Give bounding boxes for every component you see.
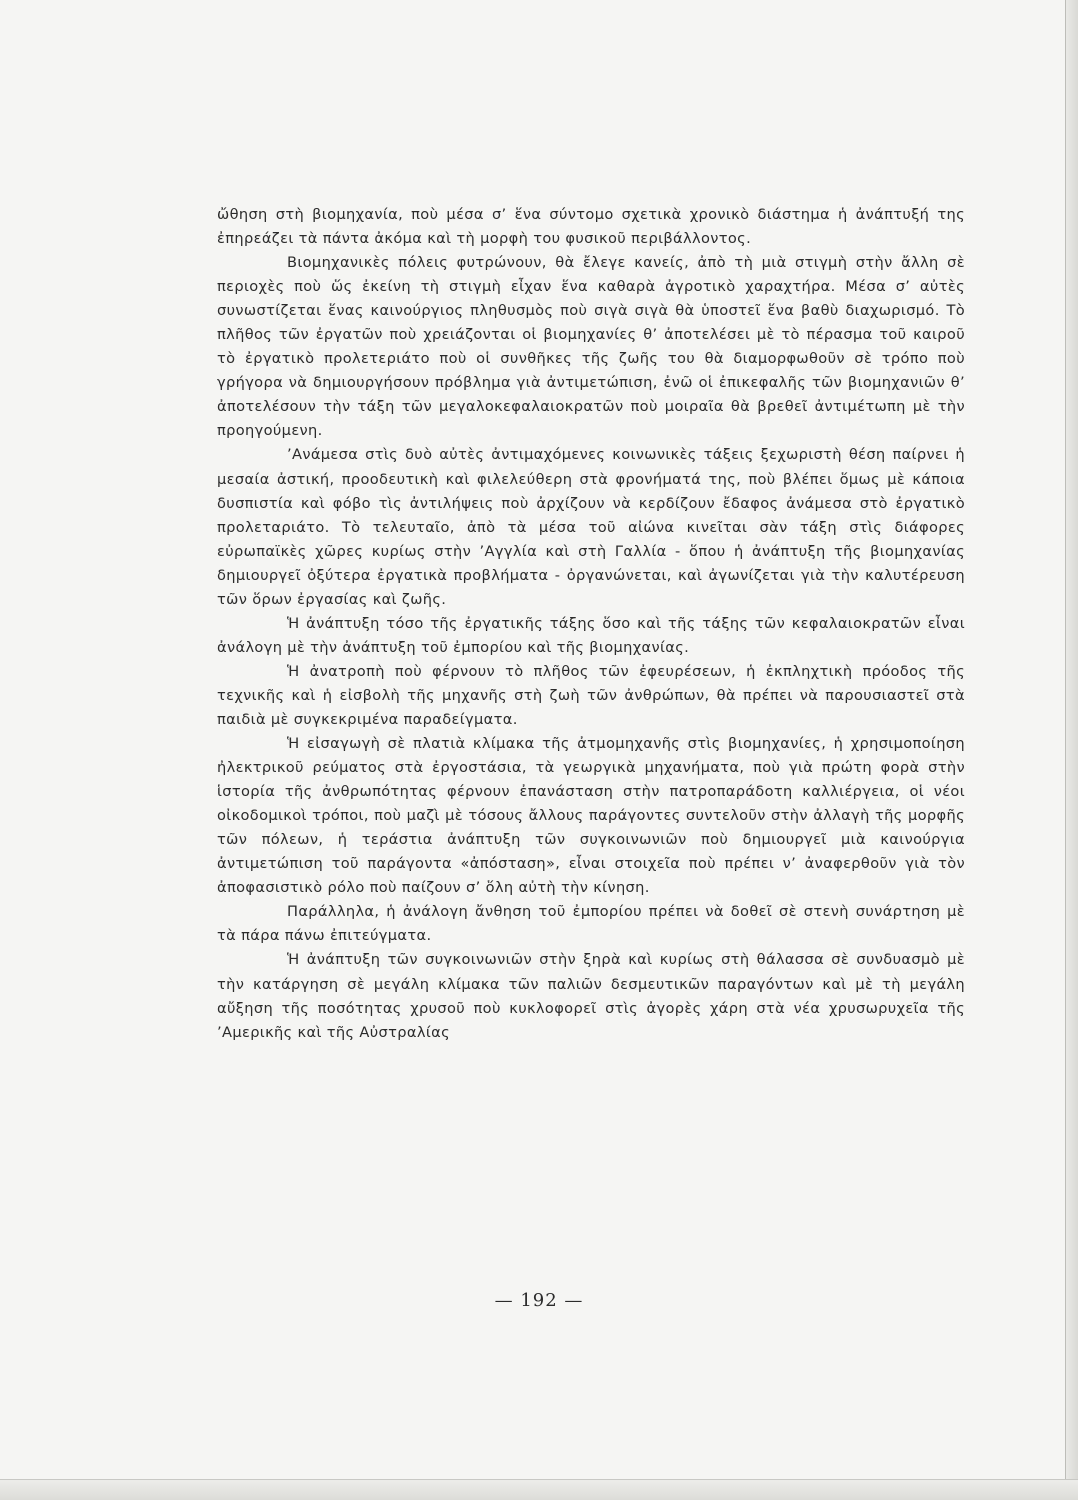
paragraph: Παράλληλα, ἡ ἀνάλογη ἄνθηση τοῦ ἐμπορίου πρέπει νὰ δοθεῖ σὲ στενὴ συνάρτηση μὲ τὰ πάρα πάνω ἐπιτεύγματα.: [217, 903, 965, 945]
page-edge-right: [1065, 0, 1078, 1500]
page-edge-bottom: [0, 1479, 1078, 1500]
paragraph: Ἡ ἀνάπτυξη τῶν συγκοινωνιῶν στὴν ξηρὰ καὶ κυρίως στὴ θάλασσα σὲ συνδυασμὸ μὲ τὴν κατάργηση σὲ μεγάλη κλίμακα τῶν παλιῶν δεσμευτικῶν παραγόντων καὶ μὲ τὴ μεγάλη αὔξηση τῆς ποσότητας χρυσοῦ ποὺ κυκλοφορεῖ στὶς ἀγορὲς χάρη στὰ νέα χρυσωρυχεῖα τῆς ’Αμερικῆς καὶ τῆς Αὐστραλίας: [217, 951, 965, 1041]
page-number: — 192 —: [494, 1290, 584, 1311]
paragraph-continuation: ὤθηση στὴ βιομηχανία, ποὺ μέσα σ’ ἕνα σύντομο σχετικὰ χρονικὸ διάστημα ἡ ἀνάπτυξή της ἐπηρεάζει τὰ πάντα ἀκόμα καὶ τὴ μορφὴ του φυσικοῦ περιβάλλοντος.: [217, 206, 965, 248]
paragraph: Ἡ ἀνάπτυξη τόσο τῆς ἐργατικῆς τάξης ὅσο καὶ τῆς τάξης τῶν κεφαλαιοκρατῶν εἶναι ἀνάλογη μὲ τὴν ἀνάπτυξη τοῦ ἐμπορίου καὶ τῆς βιομηχανίας.: [217, 614, 965, 656]
paragraph: Βιομηχανικὲς πόλεις φυτρώνουν, θὰ ἔλεγε κανείς, ἀπὸ τὴ μιὰ στιγμὴ στὴν ἄλλη σὲ περιοχὲς ποὺ ὥς ἐκείνη τὴ στιγμὴ εἶχαν ἕνα καθαρὰ ἀγροτικὸ χαραχτήρα. Μέσα σ’ αὐτὲς συνωστίζεται ἕνας καινούργιος πληθυσμὸς ποὺ σιγὰ σιγὰ θὰ ὑποστεῖ ἕνα βαθὺ διαχωρισμό. Τὸ πλῆθος τῶν ἐργατῶν ποὺ χρειάζονται οἱ βιομηχανίες θ’ ἀποτελέσει μὲ τὸ πέρασμα τοῦ καιροῦ τὸ ἐργατικὸ προλετεριάτο ποὺ οἱ συνθῆκες τῆς ζωῆς του θὰ διαμορφωθοῦν σὲ τρόπο ποὺ γρήγορα νὰ δημιουργήσουν πρόβλημα γιὰ ἀντιμετώπιση, ἐνῶ οἱ ἐπικεφαλῆς τῶν βιομηχανιῶν θ’ ἀποτελέσουν τὴν τάξη τῶν μεγαλοκεφαλαιοκρατῶν ποὺ μοιραῖα θὰ βρεθεῖ ἀντιμέτωπη μὲ τὴν προηγούμενη.: [217, 254, 965, 440]
paragraph: ’Ανάμεσα στὶς δυὸ αὐτὲς ἀντιμαχόμενες κοινωνικὲς τάξεις ξεχωριστὴ θέση παίρνει ἡ μεσαία ἀστική, προοδευτικὴ καὶ φιλελεύθερη στὰ φρονήματά της, ποὺ βλέπει ὅμως μὲ κάποια δυσπιστία καὶ φόβο τὶς ἀντιλήψεις ποὺ ἀρχίζουν νὰ κερδίζουν ἔδαφος ἀνάμεσα στὸ ἐργατικὸ προλεταριάτο. Τὸ τελευταῖο, ἀπὸ τὰ μέσα τοῦ αἰώνα κινεῖται σὰν τάξη στὶς διάφορες εὐρωπαϊκὲς χῶρες κυρίως στὴν ’Αγγλία καὶ στὴ Γαλλία - ὅπου ἡ ἀνάπτυξη τῆς βιομηχανίας δημιουργεῖ ὀξύτερα ἐργατικὰ προβλήματα - ὀργανώνεται, καὶ ἀγωνίζεται γιὰ τὴν καλυτέρευση τῶν ὅρων ἐργασίας καὶ ζωῆς.: [217, 446, 965, 608]
paragraph: Ἡ εἰσαγωγὴ σὲ πλατιὰ κλίμακα τῆς ἀτμομηχανῆς στὶς βιομηχανίες, ἡ χρησιμοποίηση ἠλεκτρικοῦ ρεύματος στὰ ἐργοστάσια, τὰ γεωργικὰ μηχανήματα, ποὺ γιὰ πρώτη φορὰ στὴν ἱστορία τῆς ἀνθρωπότητας φέρνουν ἐπανάσταση στὴν πατροπαράδοτη καλλιέργεια, οἱ νέοι οἰκοδομικοὶ τρόποι, ποὺ μαζὶ μὲ τόσους ἄλλους παράγοντες συντελοῦν στὴν ἀλλαγὴ τῆς μορφῆς τῶν πόλεων, ἡ τεράστια ἀνάπτυξη τῶν συγκοινωνιῶν ποὺ δημιουργεῖ μιὰ καινούργια ἀντιμετώπιση τοῦ παράγοντα «ἀπόσταση», εἶναι στοιχεῖα ποὺ πρέπει ν’ ἀναφερθοῦν γιὰ τὸν ἀποφασιστικὸ ρόλο ποὺ παίζουν σ’ ὅλη αὐτὴ τὴν κίνηση.: [217, 735, 965, 897]
body-text: [217, 203, 965, 1045]
paragraph: Ἡ ἀνατροπὴ ποὺ φέρνουν τὸ πλῆθος τῶν ἐφευρέσεων, ἡ ἐκπληχτικὴ πρόοδος τῆς τεχνικῆς καὶ ἡ εἰσβολὴ τῆς μηχανῆς στὴ ζωὴ τῶν ἀνθρώπων, θὰ πρέπει νὰ παρουσιαστεῖ στὰ παιδιὰ μὲ συγκεκριμένα παραδείγματα.: [217, 662, 965, 728]
